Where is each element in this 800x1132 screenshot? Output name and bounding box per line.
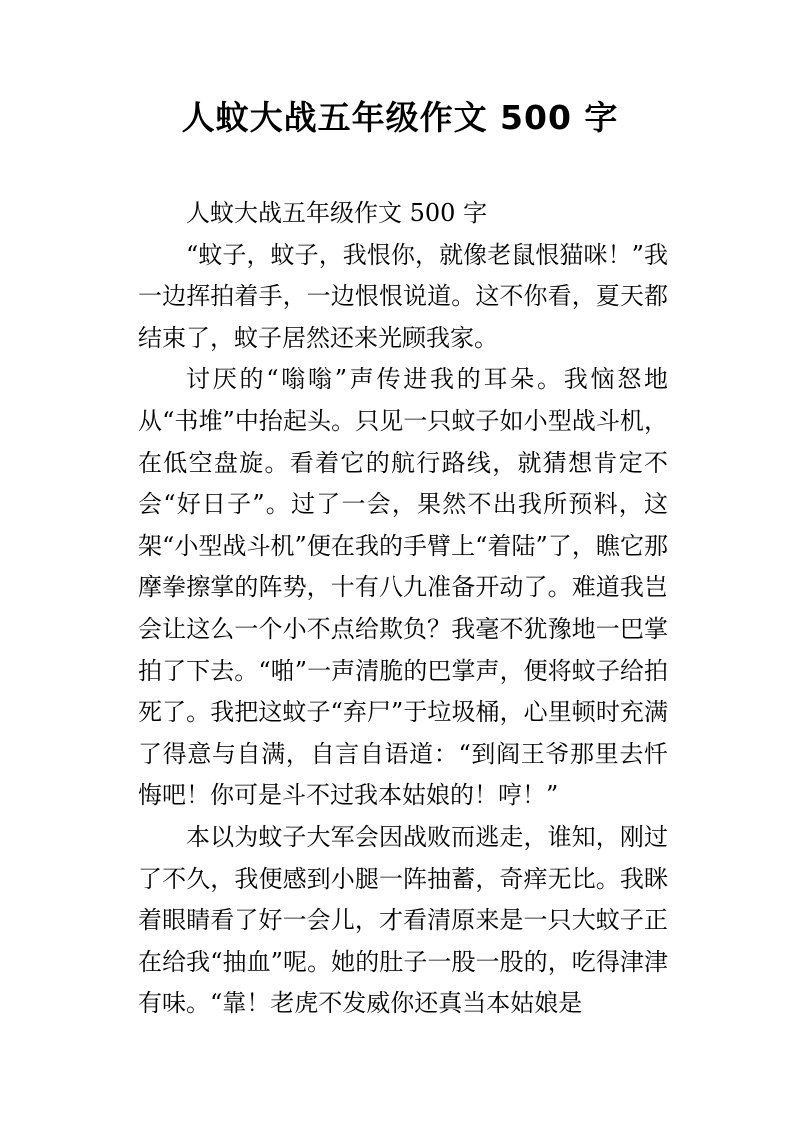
document-title: 人蚊大战五年级作文 500 字 [181, 98, 619, 137]
paragraph-3: 本以为蚊子大军会因战败而逃走，谁知，刚过了不久，我便感到小腿一阵抽蓄，奇痒无比。我眯着眼睛看了好一会儿，才看清原来是一只大蚊子正在给我“抽血”呢。她的肚子一股一股的，吃得津津有味。“靠！老虎不发威你还真当本姑娘是 [138, 822, 668, 1018]
document-body [138, 193, 668, 1025]
paragraph-2: 讨厌的“嗡嗡”声传进我的耳朵。我恼怒地从“书堆”中抬起头。只见一只蚊子如小型战斗机，在低空盘旋。看着它的航行路线，就猜想肯定不会“好日子”。过了一会，果然不出我所预料，这架“小型战斗机”便在我的手臂上“着陆”了，瞧它那摩拳擦掌的阵势，十有八九准备开动了。难道我岂会让这么一个小不点给欺负？我毫不犹豫地一巴掌拍了下去。“啪”一声清脆的巴掌声，便将蚊子给拍死了。我把这蚊子“弃尸”于垃圾桶，心里顿时充满了得意与自满，自言自语道：“到阎王爷那里去忏悔吧！你可是斗不过我本姑娘的！哼！” [138, 365, 668, 810]
paragraph-1: “蚊子，蚊子，我恨你，就像老鼠恨猫咪！”我一边挥拍着手，一边恨恨说道。这不你看，夏天都结束了，蚊子居然还来光顾我家。 [138, 240, 668, 352]
paragraph-subtitle: 人蚊大战五年级作文 500 字 [186, 199, 488, 227]
